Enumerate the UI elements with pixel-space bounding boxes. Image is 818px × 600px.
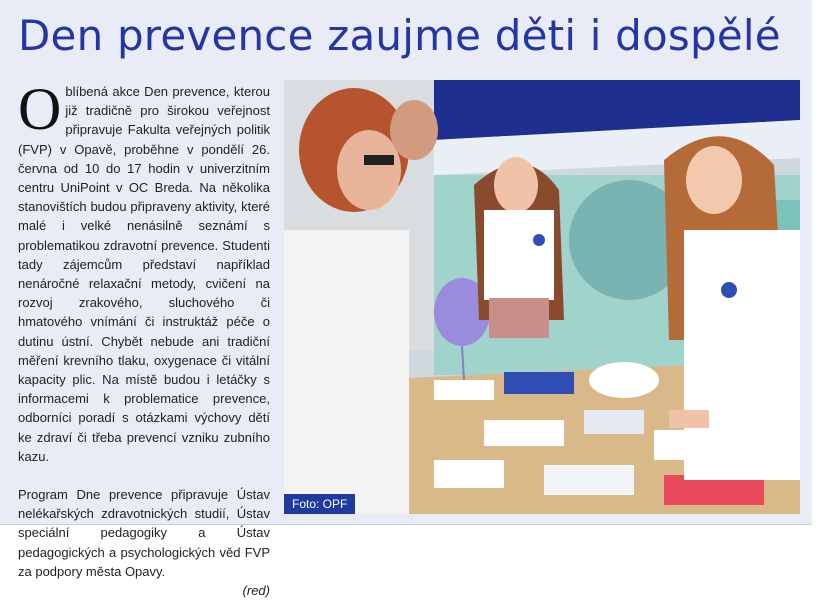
man-head [390,100,438,160]
woman-right-hand [669,410,709,428]
event-photo [284,80,800,514]
woman-center-shirt [484,210,554,300]
cap [589,362,659,398]
shirt-logo [721,282,737,298]
author-row [18,581,270,600]
article-body [18,76,270,600]
woman-left-face [337,130,401,210]
paragraph-2-text: Program Dne prevence připravuje Ústav nelékařských zdravotnických studií, Ústav speciální pedagogiky a Ústav pedagogických a psychologických věd FVP za podpory města Opavy. [18,487,270,579]
photo-credit: Foto: OPF [284,494,355,514]
drop-cap: O [18,76,62,142]
article-paragraph-2 [18,485,270,600]
author-credit: (red) [242,583,270,599]
glasses [364,155,394,165]
woman-right-face [686,146,742,214]
article-paragraph-1 [18,76,270,466]
brochure [434,460,504,488]
brochure [434,380,494,400]
woman-left-shirt [284,230,409,514]
shirt-logo [533,234,545,246]
woman-center-face [494,157,538,213]
brochure [484,420,564,446]
page-title: Den prevence zaujme děti i dospělé [18,11,781,60]
brochure [504,372,574,394]
woman-right-shirt [684,230,800,480]
woman-center-skirt [489,298,549,338]
brochure [544,465,634,495]
brochure [584,410,644,434]
bottom-divider [0,524,812,525]
photo-illustration [284,80,800,514]
paragraph-1-text: blíbená akce Den prevence, kterou již tradičně pro širokou veřejnost připravuje Fakulta veřejných politik (FVP) v Opavě, proběhne v pondělí 26. června od 10 do 17 hodin v univerzitním centru UniPoint v OC Breda. Na několika stanovištích budou připraveny aktivity, které malé i velké nenásilně seznámí s problematikou zdravotní prevence. Studenti tady zájemcům představí například nenáročné relaxační metody, cvičení na rozvoj zrakového, sluchového či hmatového vnímání či instruktáž péče o dutinu ústní. Chybět nebude ani tradiční měření krevního tlaku, oxygenace či vitální kapacity plic. Na místě budou i letáčky s informacemi k problematice prevence, odborníci poradí s otázkami výchovy dětí ke zdraví či třeba prevencí vzniku zubního kazu. [18,84,270,464]
